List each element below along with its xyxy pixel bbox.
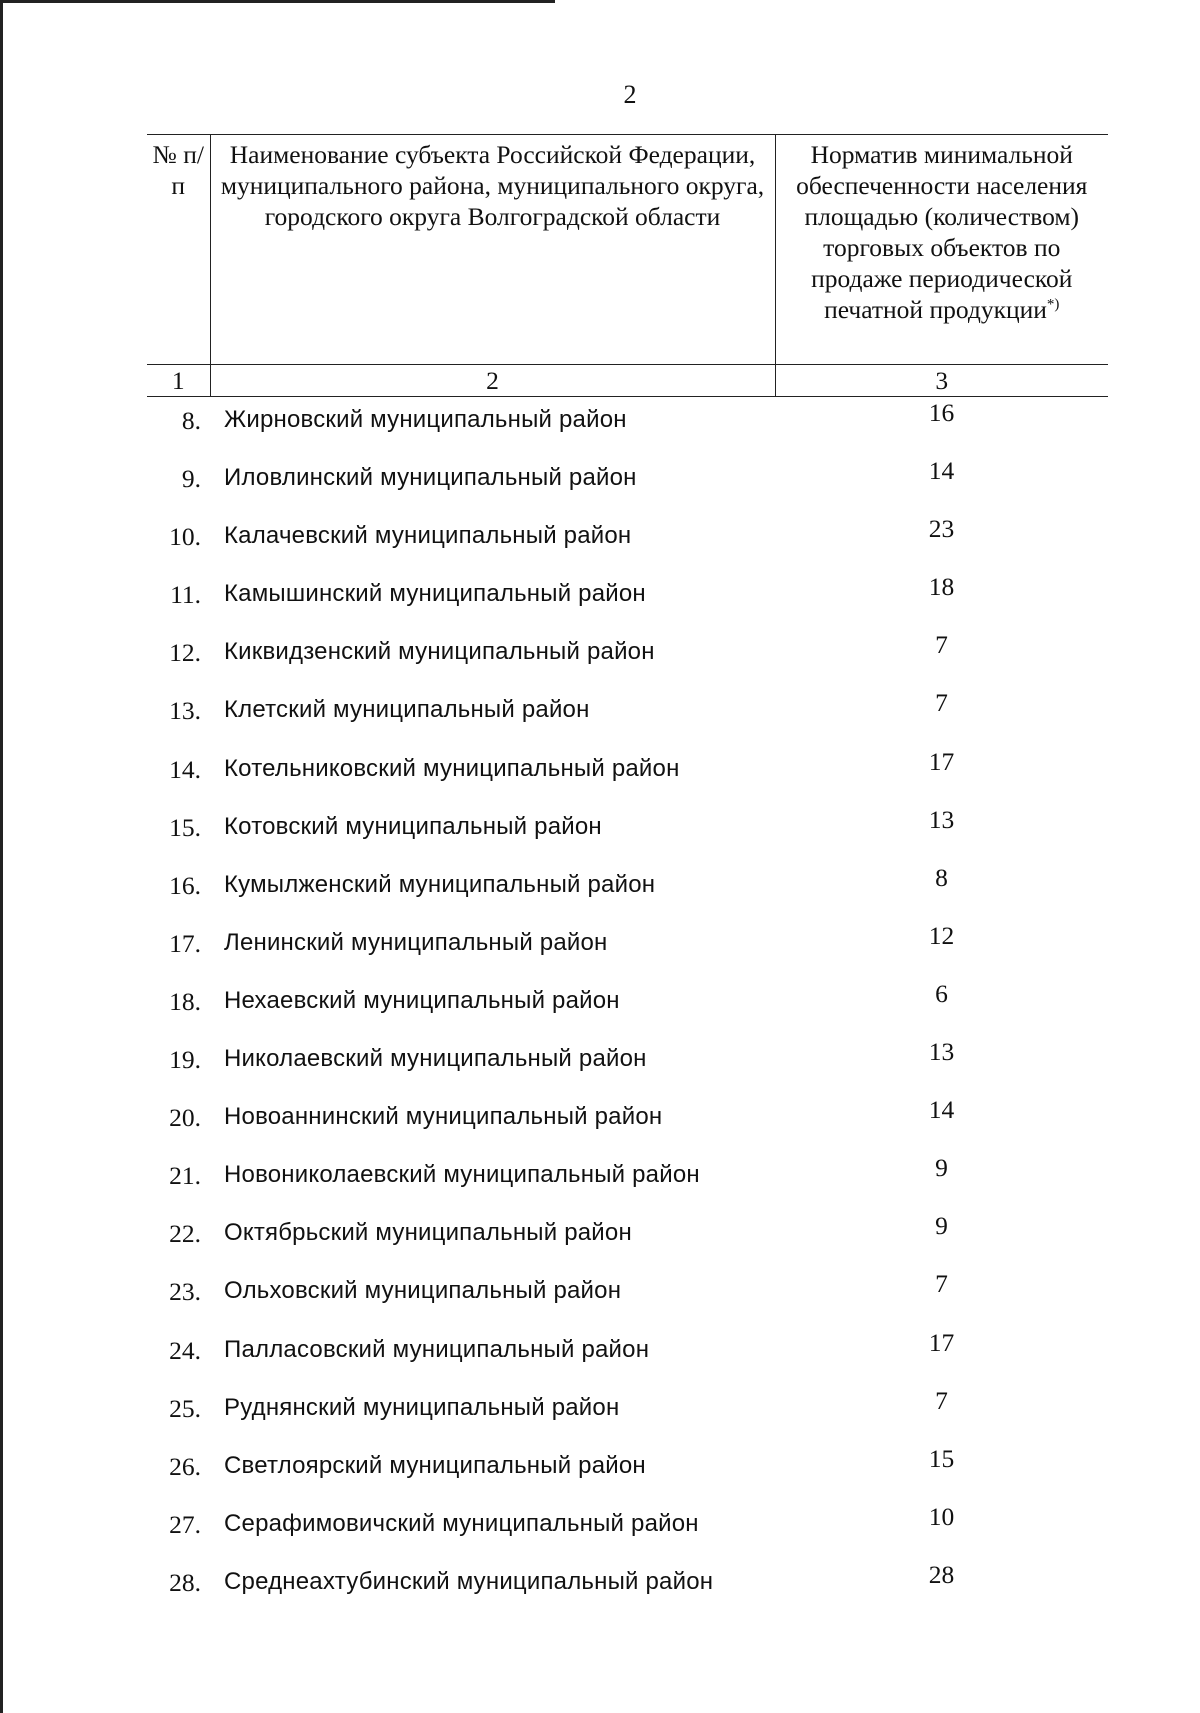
row-number: 26. [169, 1451, 201, 1481]
row-value: 6 [935, 978, 948, 1008]
table-row [147, 1324, 1108, 1382]
row-number: 19. [169, 1045, 201, 1075]
table-row [147, 917, 1108, 975]
row-number: 16. [169, 870, 201, 900]
table-row [147, 1382, 1108, 1440]
column-number: 2 [210, 365, 775, 397]
row-value: 28 [928, 1559, 955, 1589]
row-value: 7 [935, 1385, 948, 1415]
row-name: Котельниковский муниципальный район [224, 754, 680, 782]
table-row [147, 568, 1108, 626]
row-value: 13 [928, 1037, 955, 1067]
table-row [147, 1207, 1108, 1265]
header-norm [775, 135, 1108, 365]
table-row [147, 1440, 1108, 1498]
header-number-text: № п/п [152, 140, 204, 200]
row-value: 23 [928, 514, 955, 544]
row-number: 15. [169, 812, 201, 842]
row-name: Иловлинский муниципальный район [224, 464, 637, 492]
row-number: 24. [169, 1335, 201, 1365]
row-number: 9. [181, 464, 201, 494]
row-value: 8 [935, 862, 948, 892]
row-value: 12 [928, 920, 955, 950]
header-name [210, 135, 775, 365]
row-name: Котовский муниципальный район [224, 812, 602, 840]
header-row [147, 135, 1108, 365]
row-name: Кумылженский муниципальный район [224, 870, 656, 898]
row-name: Палласовский муниципальный район [224, 1335, 650, 1363]
row-name: Камышинский муниципальный район [224, 580, 646, 608]
table-row [147, 743, 1108, 801]
row-number: 13. [169, 696, 201, 726]
row-name: Жирновский муниципальный район [224, 406, 627, 433]
scan-border-left [0, 0, 3, 1713]
row-name: Киквидзенский муниципальный район [224, 638, 655, 666]
row-value: 10 [928, 1501, 955, 1531]
table-row [147, 975, 1108, 1033]
row-number: 8. [181, 406, 201, 435]
row-name: Ольховский муниципальный район [224, 1277, 622, 1305]
page-number: 2 [623, 80, 637, 109]
row-name: Клетский муниципальный район [224, 696, 590, 724]
row-value: 16 [928, 398, 955, 427]
table-row [147, 1091, 1108, 1149]
row-number: 20. [169, 1103, 201, 1133]
row-name: Светлоярский муниципальный район [224, 1451, 646, 1479]
row-value: 17 [928, 1327, 955, 1357]
row-value: 17 [928, 746, 955, 776]
table-row [147, 859, 1108, 917]
table-row [147, 1033, 1108, 1091]
row-value: 7 [935, 1269, 948, 1299]
table-row [147, 1556, 1108, 1614]
row-value: 13 [928, 804, 955, 834]
row-value: 14 [928, 456, 955, 486]
footnote-mark: *) [1046, 296, 1060, 313]
row-number: 17. [169, 928, 201, 958]
row-value: 9 [935, 1153, 948, 1183]
table-row [147, 626, 1108, 684]
row-value: 18 [928, 572, 955, 602]
column-number: 3 [775, 365, 1108, 397]
row-number: 18. [169, 986, 201, 1016]
row-number: 11. [170, 580, 201, 610]
row-number: 28. [169, 1567, 201, 1597]
row-value: 7 [935, 688, 948, 718]
header-number [147, 135, 210, 365]
row-name: Среднеахтубинский муниципальный район [224, 1567, 714, 1595]
row-number: 25. [169, 1393, 201, 1423]
row-value: 9 [935, 1211, 948, 1241]
row-number: 10. [169, 522, 201, 552]
table-row [147, 510, 1108, 568]
row-name: Руднянский муниципальный район [224, 1393, 620, 1421]
row-name: Николаевский муниципальный район [224, 1045, 647, 1073]
table-row [147, 1149, 1108, 1207]
row-number: 23. [169, 1277, 201, 1307]
row-name: Калачевский муниципальный район [224, 522, 632, 550]
row-number: 12. [169, 638, 201, 668]
scan-border-top [0, 0, 555, 3]
table-header [147, 134, 1108, 397]
table-row [147, 1265, 1108, 1323]
row-value: 15 [928, 1443, 955, 1473]
table-row [147, 801, 1108, 859]
row-name: Новониколаевский муниципальный район [224, 1161, 700, 1189]
row-number: 22. [169, 1219, 201, 1249]
table-row [147, 1498, 1108, 1556]
column-number-row [147, 365, 1108, 397]
row-name: Новоаннинский муниципальный район [224, 1103, 663, 1131]
table-row [147, 452, 1108, 510]
header-name-text: Наименование субъекта Российской Федерации, муниципального района, муниципального округа, городского округа Волгоградской области [220, 140, 765, 231]
row-value: 14 [928, 1095, 955, 1125]
row-number: 27. [169, 1509, 201, 1539]
table-body [147, 394, 1108, 1614]
row-name: Октябрьский муниципальный район [224, 1219, 632, 1247]
table-row [147, 684, 1108, 742]
column-number: 1 [147, 365, 210, 397]
header-norm-text: Норматив минимальной обеспеченности населения площадью (количеством) торговых объектов по продаже периодической печатной продукции [796, 140, 1088, 324]
table-row [147, 394, 1108, 452]
row-name: Нехаевский муниципальный район [224, 986, 620, 1014]
row-value: 7 [935, 630, 948, 660]
row-name: Серафимовичский муниципальный район [224, 1509, 699, 1537]
row-number: 14. [169, 754, 201, 784]
row-name: Ленинский муниципальный район [224, 928, 608, 956]
row-number: 21. [169, 1161, 201, 1191]
